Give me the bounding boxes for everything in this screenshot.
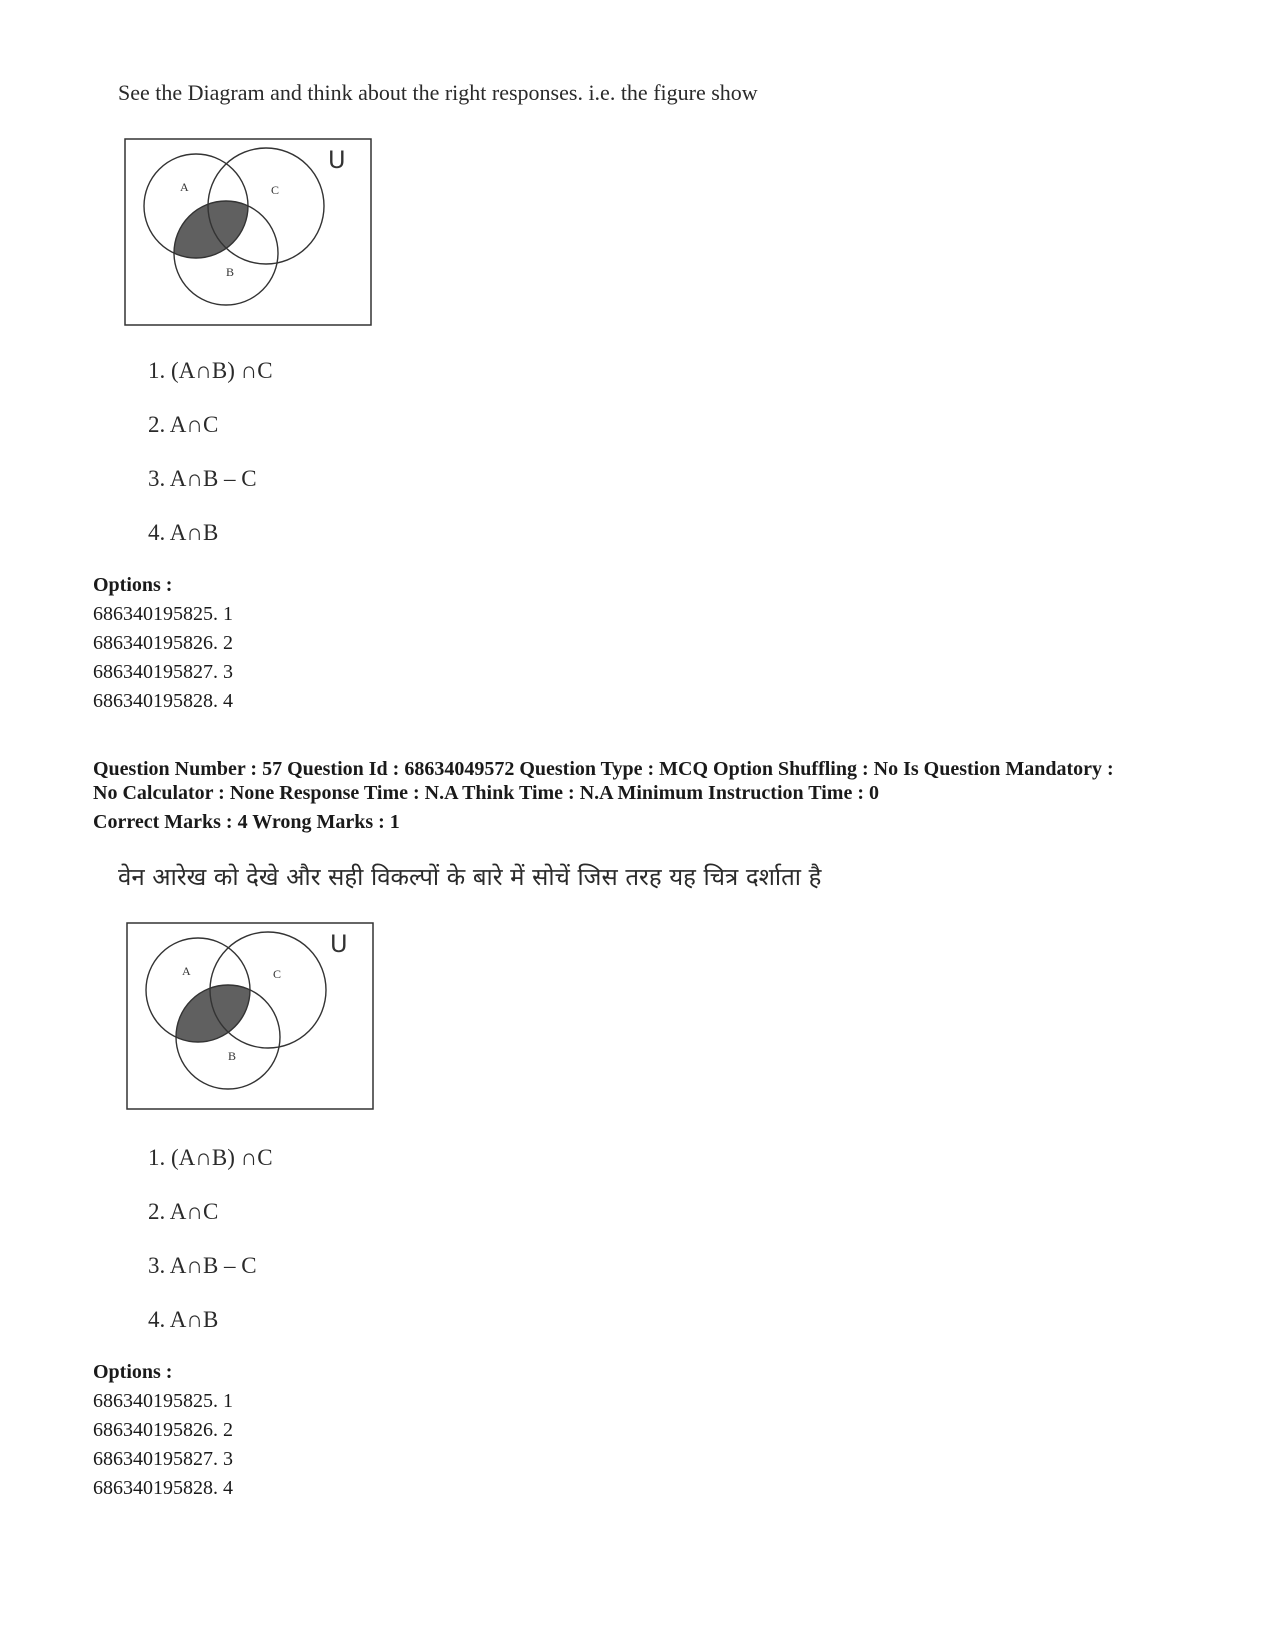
choice-1: 1. (A∩B) ∩C <box>148 358 273 383</box>
option-row: 686340195826. 2 <box>93 1419 233 1441</box>
choice-4: 4. A∩B <box>148 520 219 545</box>
label-a: A <box>182 964 191 978</box>
choice-3: 3. A∩B – C <box>148 1253 257 1278</box>
option-row: 686340195827. 3 <box>93 661 233 683</box>
option-row: 686340195825. 1 <box>93 603 233 625</box>
label-c: C <box>271 183 280 197</box>
question-meta-line-1: Question Number : 57 Question Id : 68634049572 Question Type : MCQ Option Shuffling : No Is Question Mandatory : <box>93 758 1114 780</box>
options-list <box>93 1358 233 1503</box>
label-universe: U <box>328 146 346 174</box>
label-universe: U <box>330 930 348 958</box>
venn-diagram <box>124 138 372 326</box>
option-row: 686340195826. 2 <box>93 632 233 654</box>
choice-2: 2. A∩C <box>148 412 219 437</box>
choice-2: 2. A∩C <box>148 1199 219 1224</box>
venn-diagram <box>126 922 374 1110</box>
option-row: 686340195825. 1 <box>93 1390 233 1412</box>
choice-3: 3. A∩B – C <box>148 466 257 491</box>
options-label: Options : <box>93 574 173 596</box>
options-label: Options : <box>93 1361 173 1383</box>
choice-4: 4. A∩B <box>148 1307 219 1332</box>
question-meta-line-2: No Calculator : None Response Time : N.A Think Time : N.A Minimum Instruction Time : 0 <box>93 782 879 804</box>
option-row: 686340195827. 3 <box>93 1448 233 1470</box>
question-marks: Correct Marks : 4 Wrong Marks : 1 <box>93 811 400 833</box>
question-prompt-hindi: वेन आरेख को देखे और सही विकल्पों के बारे में सोचें जिस तरह यह चित्र दर्शाता है <box>118 863 822 891</box>
label-c: C <box>273 967 282 981</box>
label-a: A <box>180 180 189 194</box>
question-prompt-english: See the Diagram and think about the right responses. i.e. the figure show <box>118 80 758 105</box>
label-b: B <box>228 1049 237 1063</box>
label-b: B <box>226 265 235 279</box>
options-list <box>93 571 233 716</box>
choice-1: 1. (A∩B) ∩C <box>148 1145 273 1170</box>
option-row: 686340195828. 4 <box>93 1477 233 1499</box>
option-row: 686340195828. 4 <box>93 690 233 712</box>
